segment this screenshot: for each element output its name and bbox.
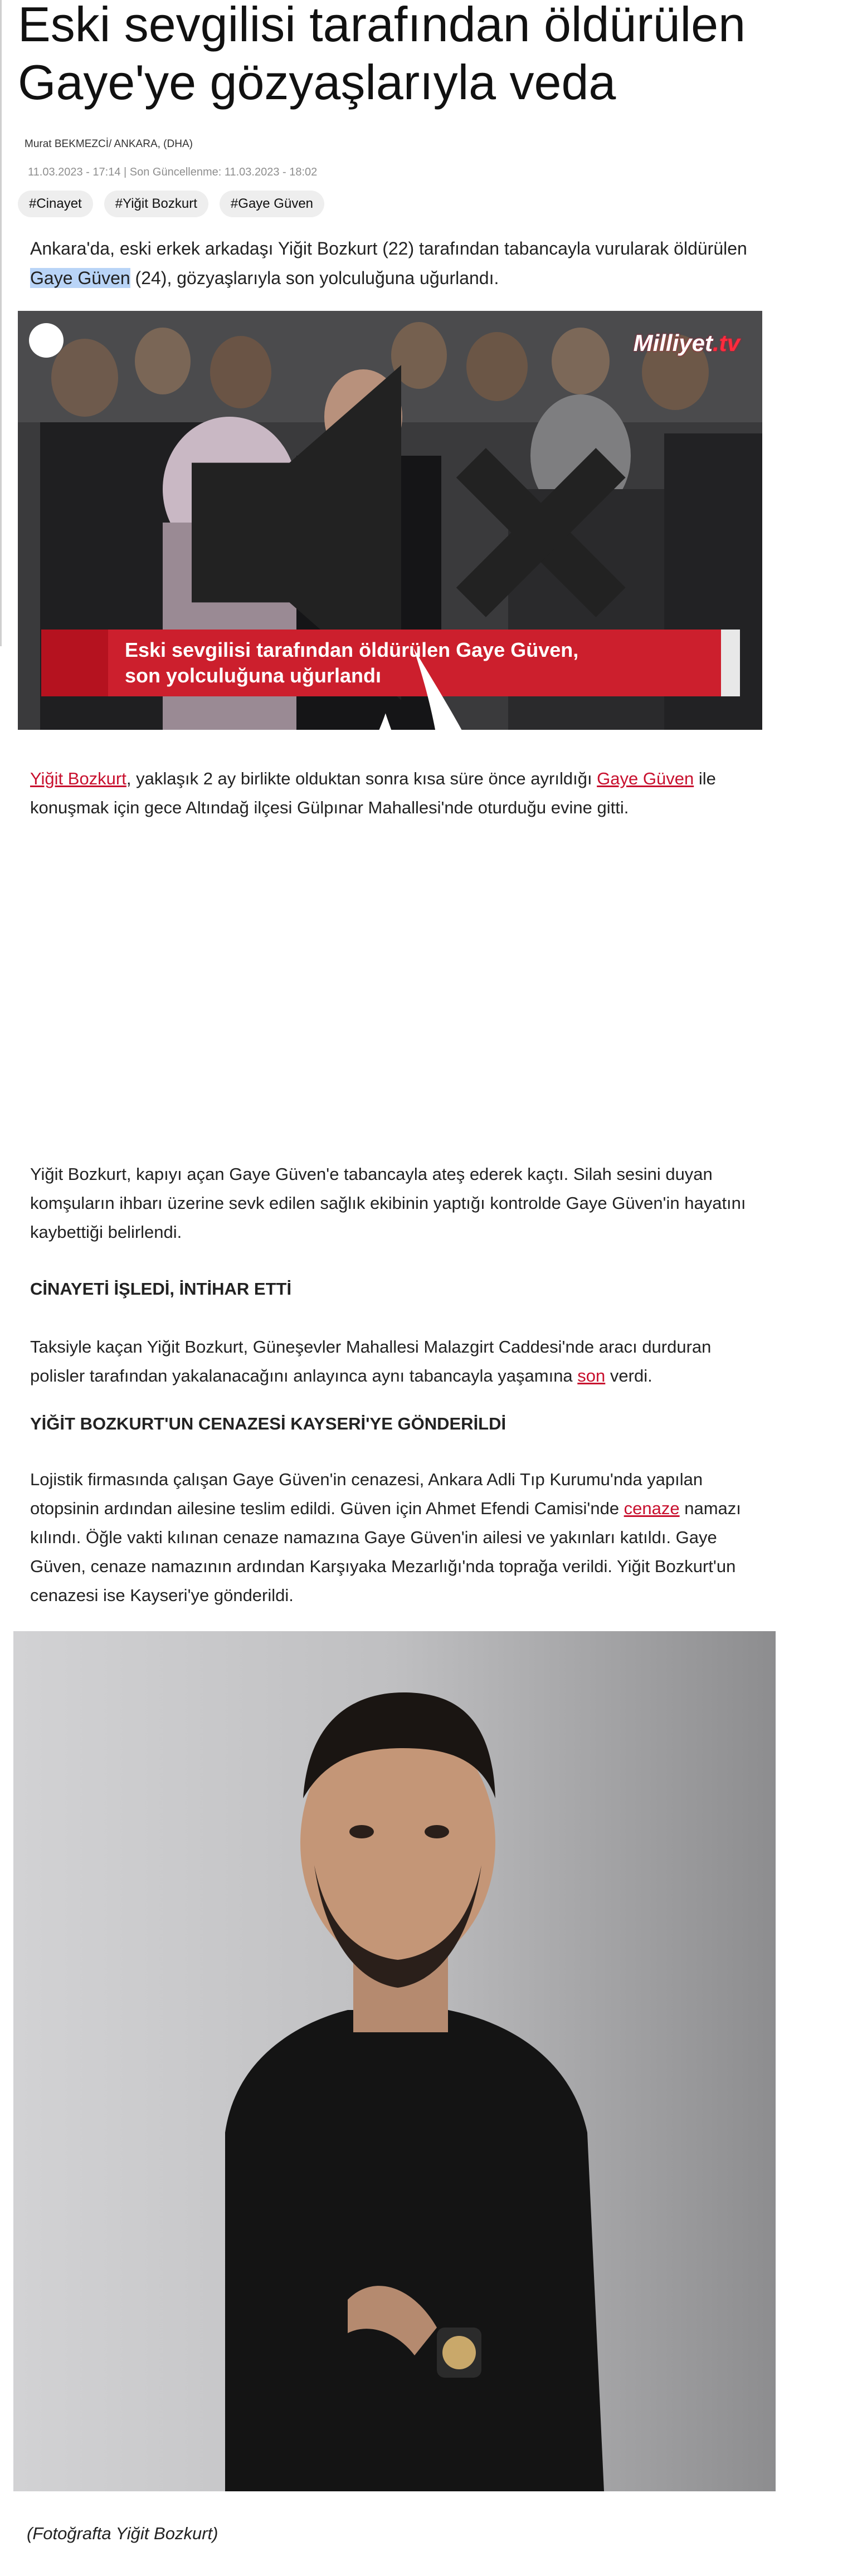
video-caption-line2: son yolculuğuna uğurlandı: [125, 664, 382, 687]
paragraph-3-text-a: Taksiyle kaçan Yiğit Bozkurt, Güneşevler Mahallesi Malazgirt Caddesi'nde aracı durduran polisler tarafından yakalanacağını anlayınca aynı tabancayla yaşamına: [30, 1337, 712, 1385]
lead-highlighted-text: Gaye Güven: [30, 268, 130, 288]
video-caption-line1: Eski sevgilisi tarafından öldürülen Gaye Güven,: [125, 638, 579, 661]
milliyet-tv-watermark: [634, 330, 740, 357]
article-lead: [30, 234, 766, 293]
lead-text-end: (24), gözyaşlarıyla son yolculuğuna uğurlandı.: [130, 268, 499, 288]
article-photo: [13, 1631, 776, 2491]
mute-button[interactable]: [29, 323, 64, 358]
article-dates: 11.03.2023 - 17:14 | Son Güncellenme: 11.03.2023 - 18:02: [28, 166, 318, 178]
watermark-suffix: .tv: [712, 330, 740, 356]
link-yigit-bozkurt[interactable]: Yiğit Bozkurt: [30, 769, 126, 788]
video-lower-third: [41, 630, 721, 696]
paragraph-3-text-b: verdi.: [605, 1366, 652, 1385]
article-byline: Murat BEKMEZCİ/ ANKARA, (DHA): [25, 138, 193, 150]
link-gaye-guven[interactable]: Gaye Güven: [597, 769, 694, 788]
subheading-1: CİNAYETİ İŞLEDİ, İNTİHAR ETTİ: [30, 1279, 292, 1299]
lead-text-start: Ankara'da, eski erkek arkadaşı Yiğit Bozkurt (22) tarafından tabancayla vurularak öldürülen: [30, 238, 747, 258]
link-son[interactable]: son: [577, 1366, 606, 1385]
paragraph-4: [30, 1465, 749, 1610]
tag-list: [18, 191, 324, 217]
paragraph-3: [30, 1333, 749, 1391]
tag-yigit-bozkurt[interactable]: #Yiğit Bozkurt: [104, 191, 208, 217]
left-edge-rule: [0, 0, 2, 646]
paragraph-1: [30, 764, 749, 822]
subheading-2: YİĞİT BOZKURT'UN CENAZESİ KAYSERİ'YE GÖNDERİLDİ: [30, 1414, 506, 1433]
tag-gaye-guven[interactable]: #Gaye Güven: [220, 191, 324, 217]
link-cenaze[interactable]: cenaze: [624, 1499, 680, 1518]
paragraph-4-text-b: namazı kılındı. Öğle vakti kılınan cenaze namazına Gaye Güven'in ailesi ve yakınları katıldı. Gaye Güven, cenaze namazının ardından Karşıyaka Mezarlığı'nda toprağa verildi. Yiğit Bozkurt'un cenazesi ise Kayseri'ye gönderildi.: [30, 1499, 741, 1605]
tag-cinayet[interactable]: #Cinayet: [18, 191, 93, 217]
flame-logo-icon: [41, 630, 108, 696]
paragraph-1-text-a: , yaklaşık 2 ay birlikte olduktan sonra kısa süre önce ayrıldığı: [126, 769, 597, 788]
paragraph-4-text-a: Lojistik firmasında çalışan Gaye Güven'in cenazesi, Ankara Adli Tıp Kurumu'nda yapılan otopsinin ardından ailesine teslim edildi. Güven için Ahmet Efendi Camisi'nde: [30, 1470, 703, 1518]
paragraph-2: Yiğit Bozkurt, kapıyı açan Gaye Güven'e tabancayla ateş ederek kaçtı. Silah sesini duyan komşuların ihbarı üzerine sevk edilen sağlık ekibinin yaptığı kontrolde Gaye Güven'in hayatını kaybettiği belirlendi.: [30, 1164, 746, 1242]
portrait-image: [13, 1631, 776, 2491]
paragraph-1-text-b: ile konuşmak için gece Altındağ ilçesi Gülpınar Mahallesi'nde oturduğu evine gitti.: [30, 769, 716, 817]
watermark-brand: Milliyet: [633, 330, 713, 356]
lower-third-end-cap: [721, 630, 740, 696]
photo-caption: (Fotoğrafta Yiğit Bozkurt): [27, 2524, 218, 2543]
article-title: Eski sevgilisi tarafından öldürülen Gaye'ye gözyaşlarıyla veda: [18, 0, 746, 110]
video-player[interactable]: [18, 311, 762, 730]
